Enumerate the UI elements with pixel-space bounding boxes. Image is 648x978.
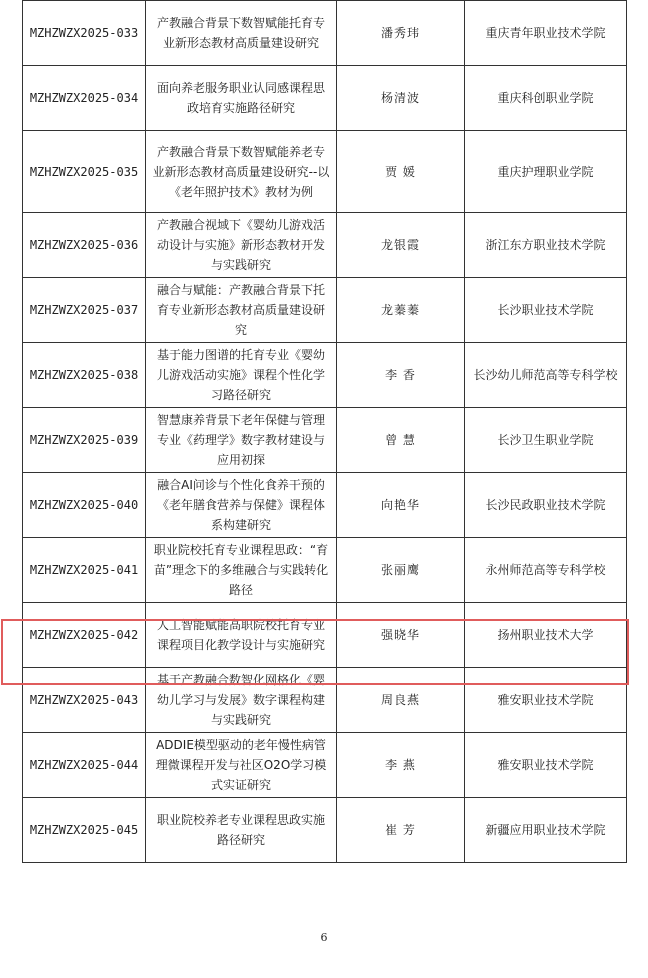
project-title: 职业院校托育专业课程思政：“育苗”理念下的多维融合与实践转化路径 xyxy=(146,538,337,603)
project-leader: 杨清波 xyxy=(337,66,465,131)
project-code: MZHZWZX2025-037 xyxy=(23,278,146,343)
project-title: 产教融合背景下数智赋能托育专业新形态教材高质量建设研究 xyxy=(146,1,337,66)
table-row xyxy=(23,213,627,278)
project-leader: 李 燕 xyxy=(337,733,465,798)
project-leader: 张丽鹰 xyxy=(337,538,465,603)
table-row xyxy=(23,343,627,408)
project-code: MZHZWZX2025-033 xyxy=(23,1,146,66)
project-leader: 向艳华 xyxy=(337,473,465,538)
project-title: 产教融合背景下数智赋能养老专业新形态教材高质量建设研究--以《老年照护技术》教材为例 xyxy=(146,131,337,213)
project-title: 融合AI问诊与个性化食养干预的《老年膳食营养与保健》课程体系构建研究 xyxy=(146,473,337,538)
project-table xyxy=(22,0,627,863)
institution: 长沙职业技术学院 xyxy=(465,278,627,343)
project-code: MZHZWZX2025-038 xyxy=(23,343,146,408)
project-code: MZHZWZX2025-039 xyxy=(23,408,146,473)
project-code: MZHZWZX2025-043 xyxy=(23,668,146,733)
project-code: MZHZWZX2025-042 xyxy=(23,603,146,668)
table-row-highlighted xyxy=(23,603,627,668)
table-row xyxy=(23,473,627,538)
project-title: 智慧康养背景下老年保健与管理专业《药理学》数字教材建设与应用初探 xyxy=(146,408,337,473)
institution: 长沙卫生职业学院 xyxy=(465,408,627,473)
project-title: 产教融合视域下《婴幼儿游戏活动设计与实施》新形态教材开发与实践研究 xyxy=(146,213,337,278)
institution: 扬州职业技术大学 xyxy=(465,603,627,668)
table-row xyxy=(23,798,627,863)
table-row xyxy=(23,1,627,66)
institution: 雅安职业技术学院 xyxy=(465,733,627,798)
institution: 浙江东方职业技术学院 xyxy=(465,213,627,278)
project-title: 人工智能赋能高职院校托育专业课程项目化教学设计与实施研究 xyxy=(146,603,337,668)
table-row xyxy=(23,668,627,733)
institution: 重庆科创职业学院 xyxy=(465,66,627,131)
institution: 重庆护理职业学院 xyxy=(465,131,627,213)
project-leader: 龙蓁蓁 xyxy=(337,278,465,343)
table-row xyxy=(23,131,627,213)
project-title: 基于能力图谱的托育专业《婴幼儿游戏活动实施》课程个性化学习路径研究 xyxy=(146,343,337,408)
project-leader: 崔 芳 xyxy=(337,798,465,863)
table-row xyxy=(23,733,627,798)
project-code: MZHZWZX2025-040 xyxy=(23,473,146,538)
project-title: 基于产教融合数智化网格化《婴幼儿学习与发展》数字课程构建与实践研究 xyxy=(146,668,337,733)
project-title: 职业院校养老专业课程思政实施路径研究 xyxy=(146,798,337,863)
project-code: MZHZWZX2025-035 xyxy=(23,131,146,213)
institution: 新疆应用职业技术学院 xyxy=(465,798,627,863)
project-leader: 周良燕 xyxy=(337,668,465,733)
project-code: MZHZWZX2025-036 xyxy=(23,213,146,278)
institution: 雅安职业技术学院 xyxy=(465,668,627,733)
page-number: 6 xyxy=(320,931,328,944)
project-leader: 贾 媛 xyxy=(337,131,465,213)
institution: 长沙幼儿师范高等专科学校 xyxy=(465,343,627,408)
table-row xyxy=(23,408,627,473)
institution: 长沙民政职业技术学院 xyxy=(465,473,627,538)
project-title: ADDIE模型驱动的老年慢性病管理微课程开发与社区O2O学习模式实证研究 xyxy=(146,733,337,798)
project-code: MZHZWZX2025-041 xyxy=(23,538,146,603)
institution: 重庆青年职业技术学院 xyxy=(465,1,627,66)
project-code: MZHZWZX2025-044 xyxy=(23,733,146,798)
table-row xyxy=(23,278,627,343)
project-leader: 潘秀玮 xyxy=(337,1,465,66)
project-code: MZHZWZX2025-045 xyxy=(23,798,146,863)
institution: 永州师范高等专科学校 xyxy=(465,538,627,603)
table-row xyxy=(23,538,627,603)
project-leader: 李 香 xyxy=(337,343,465,408)
project-leader: 强晓华 xyxy=(337,603,465,668)
project-title: 面向养老服务职业认同感课程思政培育实施路径研究 xyxy=(146,66,337,131)
project-leader: 龙银霞 xyxy=(337,213,465,278)
project-code: MZHZWZX2025-034 xyxy=(23,66,146,131)
project-leader: 曾 慧 xyxy=(337,408,465,473)
project-title: 融合与赋能：产教融合背景下托育专业新形态教材高质量建设研究 xyxy=(146,278,337,343)
table-row xyxy=(23,66,627,131)
